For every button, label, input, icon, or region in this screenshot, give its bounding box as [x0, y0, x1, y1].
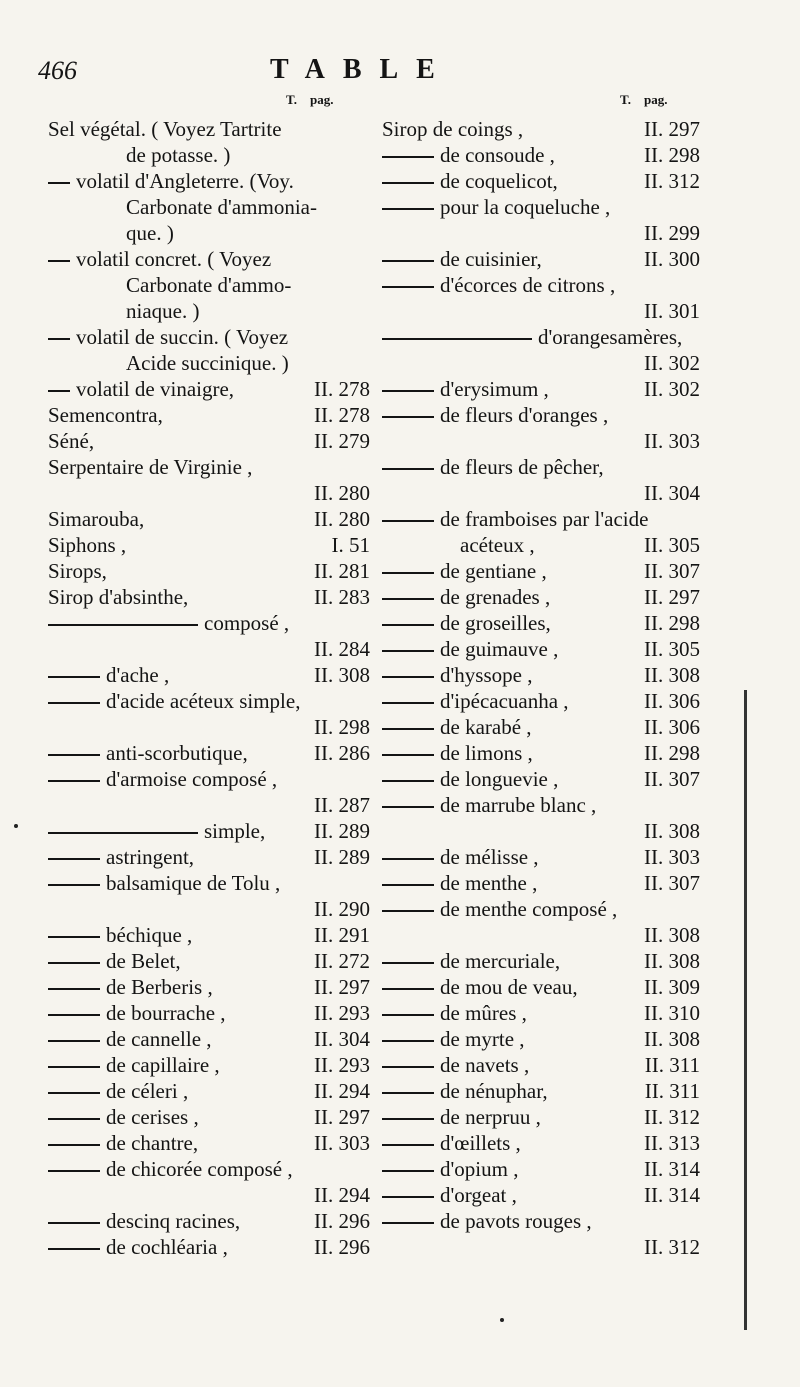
index-entry: [48, 480, 370, 506]
entry-text: d'orangesamères,: [538, 325, 683, 349]
page-reference: II. 308: [644, 923, 700, 947]
ditto-dash: [382, 338, 532, 340]
page-reference: II. 309: [644, 975, 700, 999]
index-entry: [48, 272, 370, 298]
index-entry: [48, 376, 370, 402]
index-entry: [382, 844, 700, 870]
page-reference: II. 291: [314, 923, 370, 947]
index-entry: [48, 454, 370, 480]
entry-text: de chicorée composé ,: [106, 1157, 293, 1181]
index-entry: [382, 454, 700, 480]
entry-text: de cerises ,: [106, 1105, 199, 1129]
tome-label: T.: [286, 92, 297, 107]
ditto-dash: [48, 780, 100, 782]
entry-text: de myrte ,: [440, 1027, 525, 1051]
ditto-dash: [382, 676, 434, 678]
entry-text: pour la coqueluche ,: [440, 195, 611, 219]
index-entry: [382, 1000, 700, 1026]
page-reference: II. 297: [644, 585, 700, 609]
index-entry: [382, 272, 700, 298]
entry-text: de grenades ,: [440, 585, 551, 609]
entry-text: simple,: [204, 819, 266, 843]
index-entry: [48, 116, 370, 142]
ditto-dash: [382, 468, 434, 470]
index-entry: [48, 558, 370, 584]
index-entry: [382, 1078, 700, 1104]
index-entry: [382, 870, 700, 896]
index-entry: [48, 220, 370, 246]
index-entry: [382, 662, 700, 688]
page-reference: II. 312: [644, 1105, 700, 1129]
ditto-dash: [48, 1118, 100, 1120]
page-reference: II. 279: [314, 429, 370, 453]
page-reference: II. 286: [314, 741, 370, 765]
index-entry: [382, 428, 700, 454]
ditto-dash: [382, 1196, 434, 1198]
page-reference: II. 314: [644, 1157, 700, 1181]
index-entry: [382, 922, 700, 948]
ditto-dash: [48, 182, 70, 184]
ditto-dash: [48, 1014, 100, 1016]
index-entry: [48, 324, 370, 350]
ditto-dash: [382, 286, 434, 288]
page-reference: II. 293: [314, 1001, 370, 1025]
left-column: [48, 92, 370, 1260]
index-entry: [382, 376, 700, 402]
entry-text: d'ipécacuanha ,: [440, 689, 569, 713]
entry-text: de Belet,: [106, 949, 181, 973]
page-label: pag.: [310, 92, 334, 107]
index-entry: [382, 792, 700, 818]
entry-text: de coquelicot,: [440, 169, 558, 193]
index-entry: [382, 116, 700, 142]
page-reference: II. 314: [644, 1183, 700, 1207]
index-entry: [48, 1000, 370, 1026]
ditto-dash: [48, 1066, 100, 1068]
index-entry: [48, 350, 370, 376]
page-reference: II. 296: [314, 1235, 370, 1259]
entry-text: de Berberis ,: [106, 975, 213, 999]
page-reference: II. 307: [644, 871, 700, 895]
entry-text: de menthe ,: [440, 871, 538, 895]
ditto-dash: [48, 1092, 100, 1094]
entry-text: de karabé ,: [440, 715, 532, 739]
index-entry: [382, 1130, 700, 1156]
page-reference: II. 301: [644, 299, 700, 323]
index-entry: [48, 948, 370, 974]
ditto-dash: [382, 754, 434, 756]
index-entry: [48, 194, 370, 220]
index-entry: [382, 168, 700, 194]
index-entry: [48, 1234, 370, 1260]
ditto-dash: [382, 598, 434, 600]
ditto-dash: [382, 156, 434, 158]
index-entry: [382, 350, 700, 376]
ditto-dash: [48, 884, 100, 886]
index-entry: [382, 1182, 700, 1208]
entry-text: Siphons ,: [48, 533, 127, 557]
page-reference: II. 298: [644, 143, 700, 167]
ditto-dash: [48, 754, 100, 756]
entry-text: de longuevie ,: [440, 767, 559, 791]
index-entry: [382, 584, 700, 610]
index-entry: [382, 506, 700, 532]
page-reference: II. 311: [644, 1079, 700, 1103]
page-reference: II. 302: [644, 377, 700, 401]
page-reference: II. 280: [314, 481, 370, 505]
ditto-dash: [48, 962, 100, 964]
page-reference: II. 311: [644, 1053, 700, 1077]
index-entry: [48, 584, 370, 610]
entry-text: de bourrache ,: [106, 1001, 226, 1025]
index-entry: [48, 922, 370, 948]
index-entry: [48, 1156, 370, 1182]
index-entry: [48, 168, 370, 194]
page-reference: II. 298: [644, 611, 700, 635]
index-entry: [48, 506, 370, 532]
index-entry: [382, 948, 700, 974]
ditto-dash: [382, 520, 434, 522]
ditto-dash: [48, 936, 100, 938]
ditto-dash: [382, 702, 434, 704]
index-entry: [48, 662, 370, 688]
right-entries: [382, 116, 700, 1260]
entry-text: de groseilles,: [440, 611, 551, 635]
ditto-dash: [382, 806, 434, 808]
entry-text: de céleri ,: [106, 1079, 189, 1103]
left-entries: [48, 116, 370, 1260]
page-reference: II. 303: [644, 429, 700, 453]
entry-text: Acide succinique. ): [126, 351, 289, 375]
ditto-dash: [382, 1222, 434, 1224]
page-number: 466: [38, 56, 77, 85]
page-reference: II. 294: [314, 1079, 370, 1103]
page-reference: II. 278: [314, 377, 370, 401]
entry-text: volatil concret. ( Voyez: [76, 247, 272, 271]
index-entry: [48, 844, 370, 870]
index-entry: [48, 636, 370, 662]
index-entry: [48, 1026, 370, 1052]
entry-text: de fleurs de pêcher,: [440, 455, 604, 479]
index-entry: [382, 974, 700, 1000]
index-entry: [48, 142, 370, 168]
index-entry: [48, 1078, 370, 1104]
index-entry: [382, 480, 700, 506]
page-reference: II. 302: [644, 351, 700, 375]
ditto-dash: [382, 572, 434, 574]
column-header: [382, 92, 700, 116]
ditto-dash: [382, 390, 434, 392]
page-title: TABLE: [270, 54, 453, 85]
ditto-dash: [382, 780, 434, 782]
page-reference: II. 310: [644, 1001, 700, 1025]
ditto-dash: [382, 962, 434, 964]
page-reference: II. 284: [314, 637, 370, 661]
entry-text: anti-scorbutique,: [106, 741, 248, 765]
index-entry: [48, 402, 370, 428]
index-entry: [382, 766, 700, 792]
index-entry: [382, 1208, 700, 1234]
entry-text: de capillaire ,: [106, 1053, 220, 1077]
entry-text: de mou de veau,: [440, 975, 578, 999]
index-entry: [48, 1130, 370, 1156]
index-entry: [48, 428, 370, 454]
ditto-dash: [382, 1066, 434, 1068]
index-entry: [382, 1052, 700, 1078]
entry-text: Sirop d'absinthe,: [48, 585, 189, 609]
index-entry: [382, 818, 700, 844]
page-reference: II. 294: [314, 1183, 370, 1207]
entry-text: que. ): [126, 221, 174, 245]
ditto-dash: [382, 1170, 434, 1172]
entry-text: niaque. ): [126, 299, 200, 323]
index-entry: [48, 896, 370, 922]
ditto-dash: [382, 1144, 434, 1146]
entry-text: volatil de succin. ( Voyez: [76, 325, 289, 349]
ink-speck: [14, 824, 18, 828]
page-reference: II. 296: [314, 1209, 370, 1233]
page-reference: II. 304: [314, 1027, 370, 1051]
ditto-dash: [382, 260, 434, 262]
ditto-dash: [48, 624, 198, 626]
page-label: pag.: [644, 92, 668, 107]
ditto-dash: [48, 1040, 100, 1042]
entry-text: volatil d'Angleterre. (Voy.: [76, 169, 294, 193]
page-reference: II. 304: [644, 481, 700, 505]
index-entry: [48, 532, 370, 558]
ditto-dash: [382, 1014, 434, 1016]
page-reference: I. 51: [331, 533, 370, 557]
ditto-dash: [48, 1248, 100, 1250]
index-entry: [382, 220, 700, 246]
entry-text: de nerpruu ,: [440, 1105, 541, 1129]
index-entry: [48, 1182, 370, 1208]
ditto-dash: [48, 832, 198, 834]
entry-text: Carbonate d'ammo-: [126, 273, 292, 297]
index-entry: [48, 974, 370, 1000]
entry-text: d'œillets ,: [440, 1131, 521, 1155]
entry-text: d'orgeat ,: [440, 1183, 517, 1207]
page-reference: II. 303: [644, 845, 700, 869]
entry-text: d'ache ,: [106, 663, 170, 687]
index-entry: [382, 714, 700, 740]
ditto-dash: [382, 208, 434, 210]
ditto-dash: [382, 910, 434, 912]
index-entry: [48, 818, 370, 844]
entry-text: de gentiane ,: [440, 559, 547, 583]
index-entry: [382, 246, 700, 272]
index-entry: [382, 324, 700, 350]
entry-text: de cochléaria ,: [106, 1235, 228, 1259]
entry-text: descinq racines,: [106, 1209, 241, 1233]
entry-text: Serpentaire de Virginie ,: [48, 455, 253, 479]
page-reference: II. 313: [644, 1131, 700, 1155]
index-entry: [382, 532, 700, 558]
page-reference: II. 281: [314, 559, 370, 583]
page-reference: II. 283: [314, 585, 370, 609]
entry-text: composé ,: [204, 611, 290, 635]
index-entry: [48, 870, 370, 896]
page-reference: II. 300: [644, 247, 700, 271]
ditto-dash: [48, 1222, 100, 1224]
ditto-dash: [382, 1040, 434, 1042]
page-reference: II. 312: [644, 1235, 700, 1259]
ditto-dash: [382, 624, 434, 626]
entry-text: Sirops,: [48, 559, 107, 583]
page-reference: II. 308: [644, 1027, 700, 1051]
entry-text: balsamique de Tolu ,: [106, 871, 281, 895]
ditto-dash: [382, 182, 434, 184]
index-entry: [382, 636, 700, 662]
page-reference: II. 278: [314, 403, 370, 427]
index-entry: [382, 142, 700, 168]
page-reference: II. 289: [314, 819, 370, 843]
entry-text: d'armoise composé ,: [106, 767, 278, 791]
index-entry: [48, 1104, 370, 1130]
column-header: [48, 92, 370, 116]
ditto-dash: [382, 728, 434, 730]
index-entry: [48, 1208, 370, 1234]
entry-text: de marrube blanc ,: [440, 793, 597, 817]
page-reference: II. 307: [644, 767, 700, 791]
entry-text: de navets ,: [440, 1053, 530, 1077]
entry-text: d'erysimum ,: [440, 377, 549, 401]
ditto-dash: [48, 988, 100, 990]
index-entry: [382, 1026, 700, 1052]
right-column: [382, 92, 700, 1260]
ditto-dash: [48, 1144, 100, 1146]
ditto-dash: [382, 858, 434, 860]
page-reference: II. 280: [314, 507, 370, 531]
entry-text: de mélisse ,: [440, 845, 539, 869]
page-reference: II. 303: [314, 1131, 370, 1155]
index-entry: [382, 1234, 700, 1260]
page-reference: II. 298: [314, 715, 370, 739]
page-reference: II. 289: [314, 845, 370, 869]
entry-text: de pavots rouges ,: [440, 1209, 592, 1233]
index-entry: [382, 688, 700, 714]
index-entry: [382, 1104, 700, 1130]
index-entry: [382, 1156, 700, 1182]
entry-text: d'opium ,: [440, 1157, 519, 1181]
entry-text: de potasse. ): [126, 143, 231, 167]
index-entry: [48, 246, 370, 272]
index-entry: [382, 740, 700, 766]
entry-text: béchique ,: [106, 923, 193, 947]
page-reference: II. 307: [644, 559, 700, 583]
page-reference: II. 305: [644, 637, 700, 661]
ditto-dash: [382, 1118, 434, 1120]
ditto-dash: [382, 416, 434, 418]
entry-text: d'écorces de citrons ,: [440, 273, 616, 297]
ditto-dash: [48, 858, 100, 860]
page-reference: II. 299: [644, 221, 700, 245]
entry-text: de nénuphar,: [440, 1079, 548, 1103]
index-entry: [48, 298, 370, 324]
page-edge-rule: [744, 690, 747, 1330]
ink-speck: [500, 1318, 504, 1322]
page-reference: II. 287: [314, 793, 370, 817]
entry-text: Carbonate d'ammonia-: [126, 195, 317, 219]
entry-text: de menthe composé ,: [440, 897, 618, 921]
entry-text: de consoude ,: [440, 143, 555, 167]
ditto-dash: [48, 390, 70, 392]
ditto-dash: [48, 260, 70, 262]
entry-text: Sirop de coings ,: [382, 117, 524, 141]
index-entry: [382, 558, 700, 584]
entry-text: astringent,: [106, 845, 195, 869]
entry-text: d'hyssope ,: [440, 663, 533, 687]
index-entry: [382, 298, 700, 324]
ditto-dash: [48, 1170, 100, 1172]
index-entry: [382, 610, 700, 636]
entry-text: acéteux ,: [460, 533, 535, 557]
page-reference: II. 308: [644, 663, 700, 687]
page-reference: II. 297: [314, 1105, 370, 1129]
ditto-dash: [48, 338, 70, 340]
entry-text: de cuisinier,: [440, 247, 542, 271]
ditto-dash: [48, 676, 100, 678]
index-entry: [48, 766, 370, 792]
index-entry: [48, 792, 370, 818]
entry-text: de guimauve ,: [440, 637, 559, 661]
page-reference: II. 298: [644, 741, 700, 765]
entry-text: d'acide acéteux simple,: [106, 689, 301, 713]
ditto-dash: [48, 702, 100, 704]
entry-text: de chantre,: [106, 1131, 199, 1155]
entry-text: de mercuriale,: [440, 949, 561, 973]
index-entry: [48, 688, 370, 714]
page-reference: II. 312: [644, 169, 700, 193]
entry-text: Semencontra,: [48, 403, 163, 427]
index-entry: [48, 740, 370, 766]
ditto-dash: [382, 1092, 434, 1094]
index-entry: [382, 896, 700, 922]
ditto-dash: [382, 884, 434, 886]
page-reference: II. 306: [644, 715, 700, 739]
index-entry: [382, 194, 700, 220]
entry-text: Sel végétal. ( Voyez Tartrite: [48, 117, 282, 141]
page-reference: II. 305: [644, 533, 700, 557]
ditto-dash: [382, 650, 434, 652]
entry-text: de framboises par l'acide: [440, 507, 649, 531]
entry-text: Séné,: [48, 429, 95, 453]
page-reference: II. 306: [644, 689, 700, 713]
entry-text: de fleurs d'oranges ,: [440, 403, 609, 427]
page-reference: II. 297: [644, 117, 700, 141]
entry-text: Simarouba,: [48, 507, 145, 531]
page-reference: II. 308: [644, 819, 700, 843]
entry-text: de mûres ,: [440, 1001, 527, 1025]
index-entry: [48, 1052, 370, 1078]
page-reference: II. 272: [314, 949, 370, 973]
page-reference: II. 290: [314, 897, 370, 921]
ditto-dash: [382, 988, 434, 990]
entry-text: de cannelle ,: [106, 1027, 212, 1051]
index-entry: [48, 610, 370, 636]
page-reference: II. 308: [314, 663, 370, 687]
page-reference: II. 293: [314, 1053, 370, 1077]
page-reference: II. 297: [314, 975, 370, 999]
page-reference: II. 308: [644, 949, 700, 973]
index-entry: [48, 714, 370, 740]
entry-text: de limons ,: [440, 741, 533, 765]
index-entry: [382, 402, 700, 428]
entry-text: volatil de vinaigre,: [76, 377, 235, 401]
tome-label: T.: [620, 92, 631, 107]
